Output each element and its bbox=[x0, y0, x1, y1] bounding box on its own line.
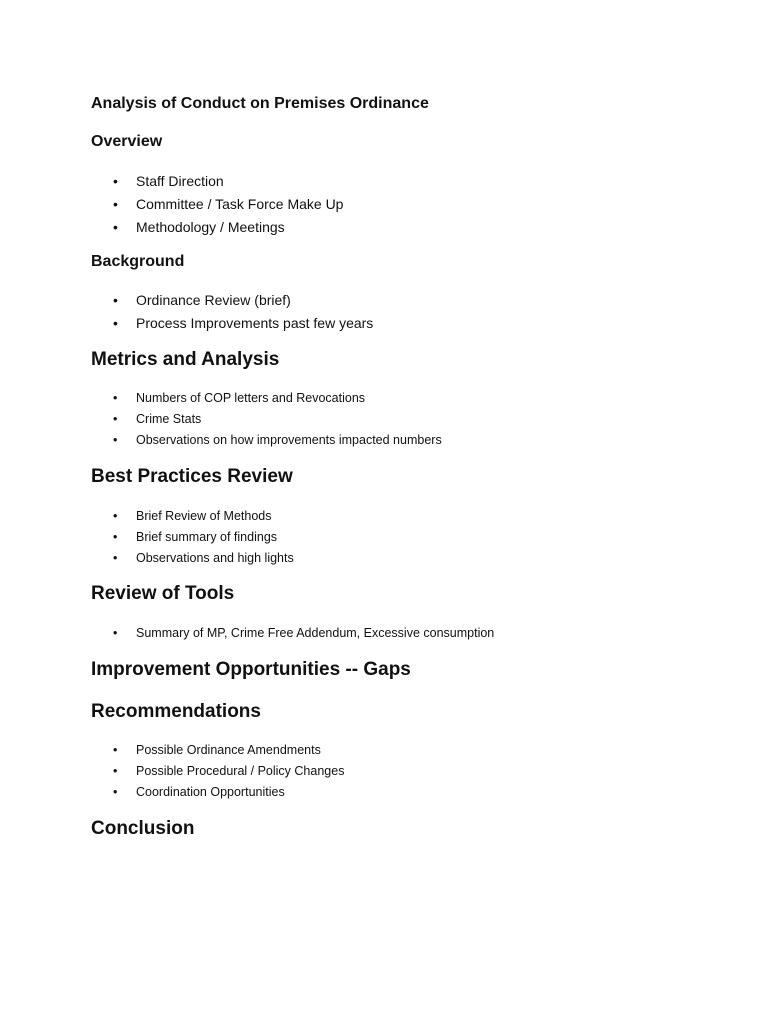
background-list bbox=[0, 291, 373, 337]
bullet-icon: • bbox=[113, 785, 118, 799]
bullet-icon: • bbox=[113, 315, 118, 331]
bullet-icon: • bbox=[113, 219, 118, 235]
list-item: • Possible Procedural / Policy Changes bbox=[113, 764, 345, 778]
list-item: • Methodology / Meetings bbox=[113, 219, 285, 235]
list-item: • Crime Stats bbox=[113, 412, 202, 426]
section-heading-review-of-tools: Review of Tools bbox=[91, 583, 235, 604]
list-item: • Possible Ordinance Amendments bbox=[113, 743, 321, 757]
list-item: • Ordinance Review (brief) bbox=[113, 292, 291, 308]
recommendations-list bbox=[0, 742, 344, 805]
list-item: • Staff Direction bbox=[113, 173, 224, 189]
overview-list bbox=[0, 172, 343, 241]
bullet-icon: • bbox=[113, 551, 118, 565]
review-of-tools-list bbox=[0, 625, 494, 646]
list-item: • Observations and high lights bbox=[113, 551, 294, 565]
bullet-icon: • bbox=[113, 196, 118, 212]
section-heading-overview: Overview bbox=[91, 133, 163, 150]
section-heading-recommendations: Recommendations bbox=[91, 701, 261, 722]
best-practices-list bbox=[0, 508, 294, 571]
bullet-icon: • bbox=[113, 292, 118, 308]
bullet-icon: • bbox=[113, 764, 118, 778]
section-heading-metrics-and-analysis: Metrics and Analysis bbox=[91, 349, 280, 370]
bullet-icon: • bbox=[113, 433, 118, 447]
bullet-icon: • bbox=[113, 391, 118, 405]
bullet-icon: • bbox=[113, 509, 118, 523]
bullet-icon: • bbox=[113, 530, 118, 544]
list-item: • Brief Review of Methods bbox=[113, 509, 272, 523]
list-item: • Summary of MP, Crime Free Addendum, Excessive consumption bbox=[113, 626, 495, 640]
section-heading-background: Background bbox=[91, 253, 185, 270]
bullet-icon: • bbox=[113, 173, 118, 189]
bullet-icon: • bbox=[113, 412, 118, 426]
list-item: • Brief summary of findings bbox=[113, 530, 278, 544]
metrics-list bbox=[0, 390, 442, 453]
list-item: • Observations on how improvements impacted numbers bbox=[113, 433, 442, 447]
list-item: • Coordination Opportunities bbox=[113, 785, 285, 799]
section-heading-conclusion: Conclusion bbox=[91, 818, 195, 839]
bullet-icon: • bbox=[113, 743, 118, 757]
document-title: Analysis of Conduct on Premises Ordinance bbox=[91, 95, 429, 112]
section-heading-improvement-opportunities: Improvement Opportunities -- Gaps bbox=[91, 659, 411, 680]
bullet-icon: • bbox=[113, 626, 118, 640]
list-item: • Process Improvements past few years bbox=[113, 315, 374, 331]
list-item: • Committee / Task Force Make Up bbox=[113, 196, 344, 212]
list-item: • Numbers of COP letters and Revocations bbox=[113, 391, 366, 405]
section-heading-best-practices-review: Best Practices Review bbox=[91, 466, 293, 487]
